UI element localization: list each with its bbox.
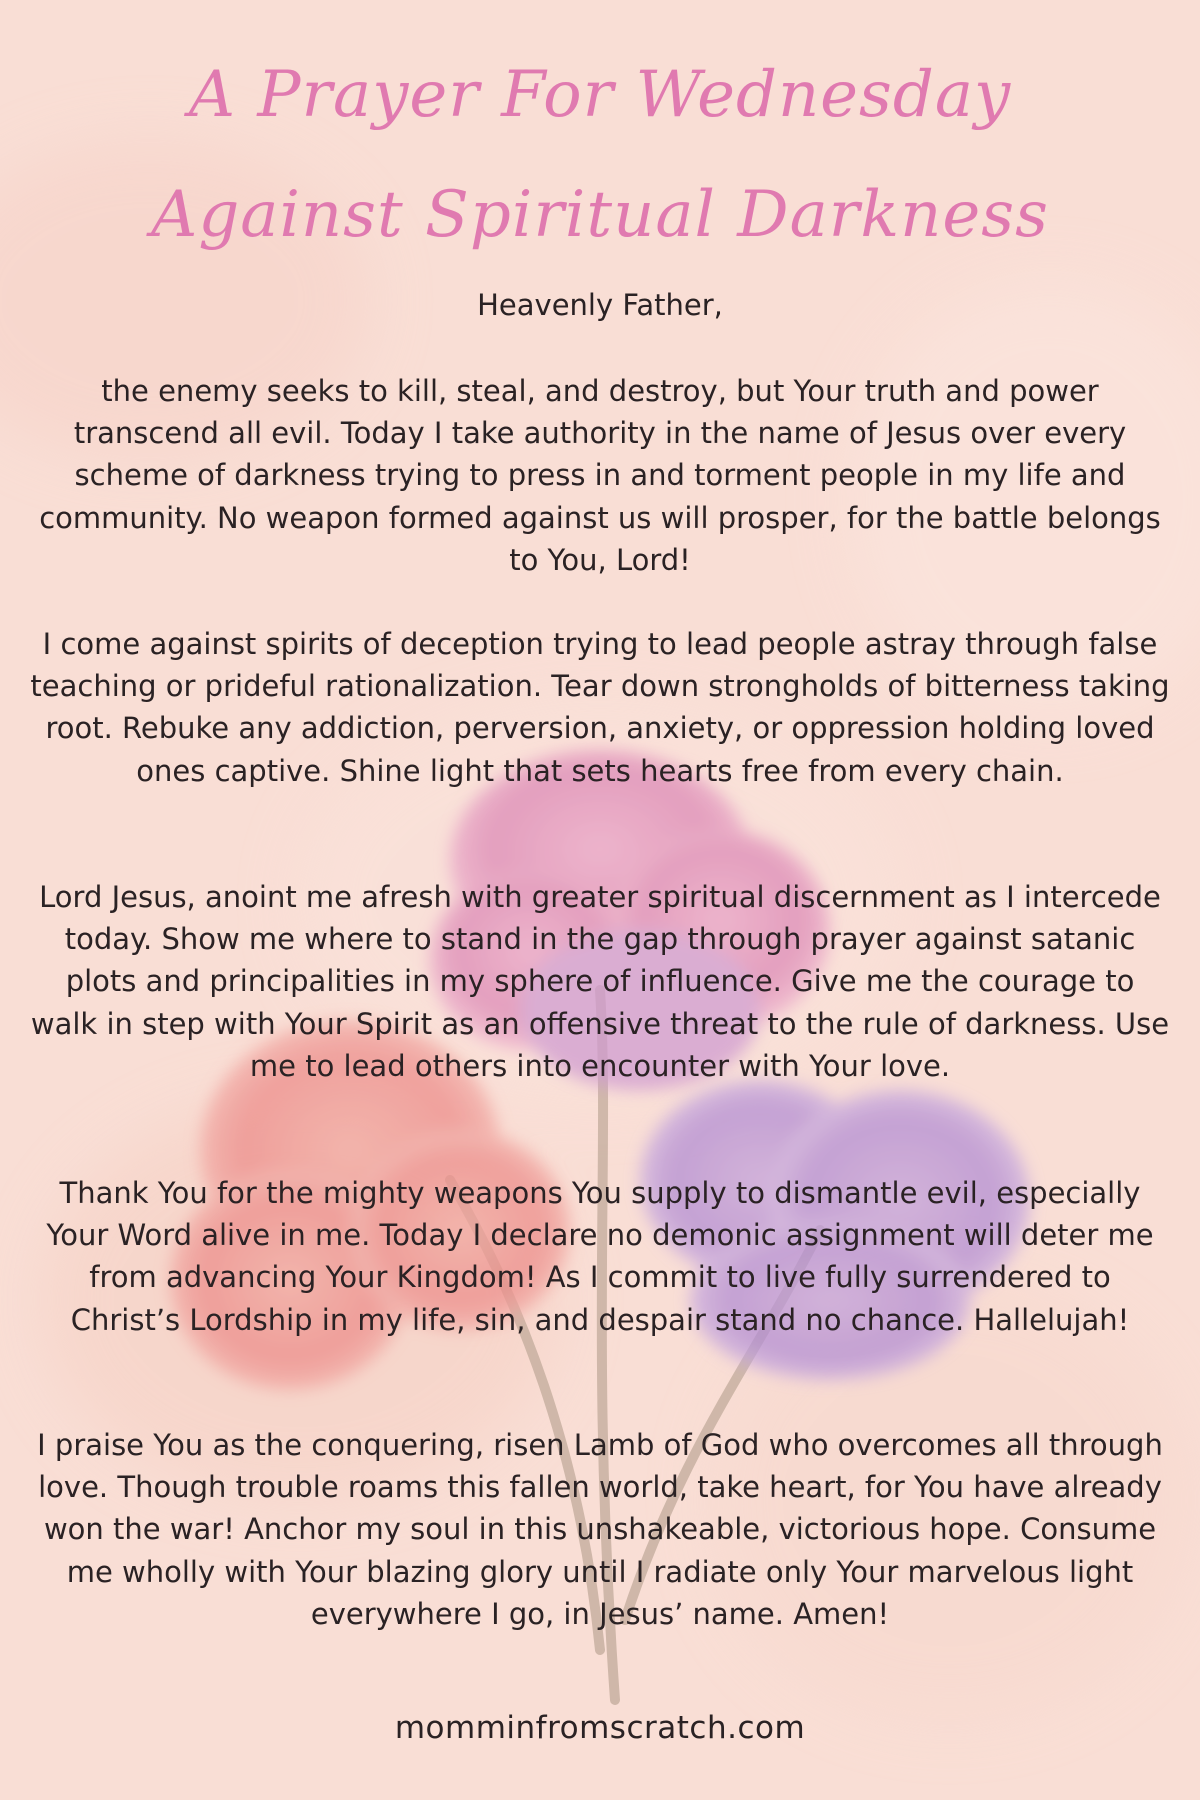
prayer-paragraph-4: Thank You for the mighty weapons You supply to dismantle evil, especially Your Word alive in me. Today I declare no demonic assignment will deter me from advancing Your Kingdom! As I commit to live fully surrendered to Christ’s Lordship in my life, sin, and despair stand no chance. Hallelujah! bbox=[46, 1176, 1154, 1337]
salutation: Heavenly Father, bbox=[477, 288, 723, 322]
prayer-paragraph-2: I come against spirits of deception trying to lead people astray through false teaching or prideful rationalization. Tear down strongholds of bitterness taking root. Rebuke any addiction, perversion, anxiety, or oppression holding loved ones captive. Shine light that sets hearts free from every chain. bbox=[30, 627, 1170, 788]
prayer-paragraph-3: Lord Jesus, anoint me afresh with greater spiritual discernment as I intercede today. Show me where to stand in the gap through prayer against satanic plots and principalities in my sphere of influence. Give me the courage to walk in step with Your Spirit as an offensive threat to the rule of darkness. Use me to lead others into encounter with Your love. bbox=[30, 880, 1170, 1083]
title-line-2: Against Spiritual Darkness bbox=[151, 178, 1049, 252]
title-line-1: A Prayer For Wednesday bbox=[188, 58, 1012, 132]
website-url: momminfromscratch.com bbox=[394, 1710, 806, 1746]
prayer-paragraph-5: I praise You as the conquering, risen Lamb of God who overcomes all through love. Though trouble roams this fallen world, take heart, for You have already won the war! Anchor my soul in this unshakeable, victorious hope. Consume me wholly with Your blazing glory until I radiate only Your marvelous light everywhere I go, in Jesus’ name. Amen! bbox=[37, 1428, 1163, 1631]
prayer-paragraph-1: the enemy seeks to kill, steal, and destroy, but Your truth and power transcend all evil. Today I take authority in the name of Jesus over every scheme of darkness trying to press in and torment people in my life and community. No weapon formed against us will prosper, for the battle belongs to You, Lord! bbox=[39, 374, 1161, 577]
